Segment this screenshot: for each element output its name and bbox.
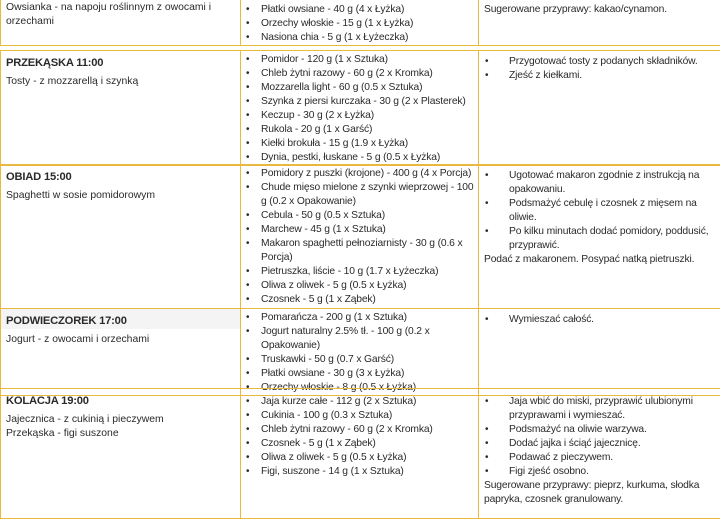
dish-name: Jajecznica - z cukinią i pieczywem <box>6 413 240 427</box>
preparation-step: • Po kilku minutach dodać pomidory, poddusić, przyprawić. <box>479 225 720 253</box>
ingredient-list <box>241 51 478 165</box>
preparation-step: • Figi zjeść osobno. <box>479 465 720 479</box>
ingredient-list <box>241 165 478 307</box>
ingredient-list <box>241 0 478 45</box>
preparation-cell <box>479 165 720 309</box>
ingredient-item: • Czosnek - 5 g (1 x Ząbek) <box>241 437 478 451</box>
ingredient-item: • Cebula - 50 g (0.5 x Sztuka) <box>241 209 478 223</box>
ingredients-cell <box>241 51 479 166</box>
ingredient-list <box>241 389 478 479</box>
meal-info-cell <box>1 165 241 309</box>
dish-cell <box>1 0 241 46</box>
ingredient-item: • Szynka z piersi kurczaka - 30 g (2 x Plasterek) <box>241 95 478 109</box>
preparation-steps <box>479 389 720 479</box>
preparation-note: Podać z makaronem. Posypać natką pietruszki. <box>484 253 720 267</box>
preparation-step: • Podawać z pieczywem. <box>479 451 720 465</box>
meal-info-cell <box>1 51 241 166</box>
preparation-steps <box>479 309 720 327</box>
preparation-step: • Ugotować makaron zgodnie z instrukcją na opakowaniu. <box>479 169 720 197</box>
preparation-step: • Wymieszać całość. <box>479 313 720 327</box>
ingredient-item: • Chleb żytni razowy - 60 g (2 x Kromka) <box>241 67 478 81</box>
ingredient-item: • Orzechy włoskie - 8 g (0.5 x Łyżka) <box>241 381 478 395</box>
ingredient-item: • Jaja kurze całe - 112 g (2 x Sztuka) <box>241 395 478 409</box>
preparation-note: Sugerowane przyprawy: pieprz, kurkuma, słodka papryka, czosnek granulowany. <box>484 479 720 507</box>
meal-row-afternoon-snack <box>0 308 720 396</box>
ingredient-item: • Płatki owsiane - 40 g (4 x Łyżka) <box>241 3 478 17</box>
ingredient-item: • Rukola - 20 g (1 x Garść) <box>241 123 478 137</box>
ingredients-cell <box>241 165 479 309</box>
ingredient-item: • Mozzarella light - 60 g (0.5 x Sztuka) <box>241 81 478 95</box>
ingredient-item: • Oliwa z oliwek - 5 g (0.5 x Łyżka) <box>241 451 478 465</box>
preparation-step: • Podsmażyć na oliwie warzywa. <box>479 423 720 437</box>
meal-row-dinner <box>0 388 720 519</box>
dish-name: Tosty - z mozzarellą i szynką <box>6 75 240 89</box>
ingredient-item: • Dynia, pestki, łuskane - 5 g (0.5 x Łyżka) <box>241 151 478 165</box>
preparation-step: • Zjeść z kiełkami. <box>479 69 720 83</box>
preparation-step: • Podsmażyć cebulę i czosnek z mięsem na oliwie. <box>479 197 720 225</box>
meal-row-lunch <box>0 164 720 309</box>
preparation-step: • Jaja wbić do miski, przyprawić ulubionymi przyprawami i wymieszać. <box>479 395 720 423</box>
ingredient-item: • Marchew - 45 g (1 x Sztuka) <box>241 223 478 237</box>
ingredients-cell <box>241 0 479 46</box>
ingredient-item: • Orzechy włoskie - 15 g (1 x Łyżka) <box>241 17 478 31</box>
meal-title: OBIAD 15:00 <box>6 170 240 185</box>
ingredients-cell <box>241 389 479 519</box>
preparation-step: • Przygotować tosty z podanych składników. <box>479 55 720 69</box>
ingredient-item: • Nasiona chia - 5 g (1 x Łyżeczka) <box>241 31 478 45</box>
preparation-cell <box>479 309 720 396</box>
meal-info-cell <box>1 309 241 396</box>
ingredient-item: • Truskawki - 50 g (0.7 x Garść) <box>241 353 478 367</box>
dish-name: Jogurt - z owocami i orzechami <box>6 333 240 347</box>
meal-title: KOLACJA 19:00 <box>6 394 240 409</box>
preparation-note: Sugerowane przyprawy: kakao/cynamon. <box>484 3 720 17</box>
ingredient-item: • Jogurt naturalny 2.5% tł. - 100 g (0.2 x Opakowanie) <box>241 325 478 353</box>
ingredient-item: • Cukinia - 100 g (0.3 x Sztuka) <box>241 409 478 423</box>
ingredient-item: • Chude mięso mielone z szynki wieprzowej - 100 g (0.2 x Opakowanie) <box>241 181 478 209</box>
ingredient-item: • Pomidor - 120 g (1 x Sztuka) <box>241 53 478 67</box>
ingredient-item: • Figi, suszone - 14 g (1 x Sztuka) <box>241 465 478 479</box>
preparation-cell <box>479 51 720 166</box>
ingredient-item: • Keczup - 30 g (2 x Łyżka) <box>241 109 478 123</box>
ingredient-item: • Pietruszka, liście - 10 g (1.7 x Łyżeczka) <box>241 265 478 279</box>
meal-title: PRZEKĄSKA 11:00 <box>6 56 240 71</box>
ingredient-item: • Oliwa z oliwek - 5 g (0.5 x Łyżka) <box>241 279 478 293</box>
ingredient-item: • Płatki owsiane - 30 g (3 x Łyżka) <box>241 367 478 381</box>
ingredient-list <box>241 309 478 395</box>
ingredient-item: • Czosnek - 5 g (1 x Ząbek) <box>241 293 478 307</box>
dish-name: Przekąska - figi suszone <box>6 427 240 441</box>
meal-title: PODWIECZOREK 17:00 <box>1 309 240 329</box>
preparation-steps <box>479 51 720 83</box>
ingredient-item: • Kiełki brokuła - 15 g (1.9 x Łyżka) <box>241 137 478 151</box>
meal-row-snack <box>0 50 720 166</box>
dish-name: Owsianka - na napoju roślinnym z owocami i orzechami <box>6 1 240 29</box>
meal-info-cell <box>1 389 241 519</box>
dish-name: Spaghetti w sosie pomidorowym <box>6 189 240 203</box>
ingredient-item: • Makaron spaghetti pełnoziarnisty - 30 g (0.6 x Porcja) <box>241 237 478 265</box>
ingredient-item: • Chleb żytni razowy - 60 g (2 x Kromka) <box>241 423 478 437</box>
preparation-cell <box>479 0 720 46</box>
preparation-step: • Dodać jajka i ściąć jajecznicę. <box>479 437 720 451</box>
ingredient-item: • Pomidory z puszki (krojone) - 400 g (4 x Porcja) <box>241 167 478 181</box>
breakfast-row-fragment <box>0 0 720 46</box>
ingredients-cell <box>241 309 479 396</box>
preparation-cell <box>479 389 720 519</box>
preparation-steps <box>479 165 720 253</box>
ingredient-item: • Pomarańcza - 200 g (1 x Sztuka) <box>241 311 478 325</box>
